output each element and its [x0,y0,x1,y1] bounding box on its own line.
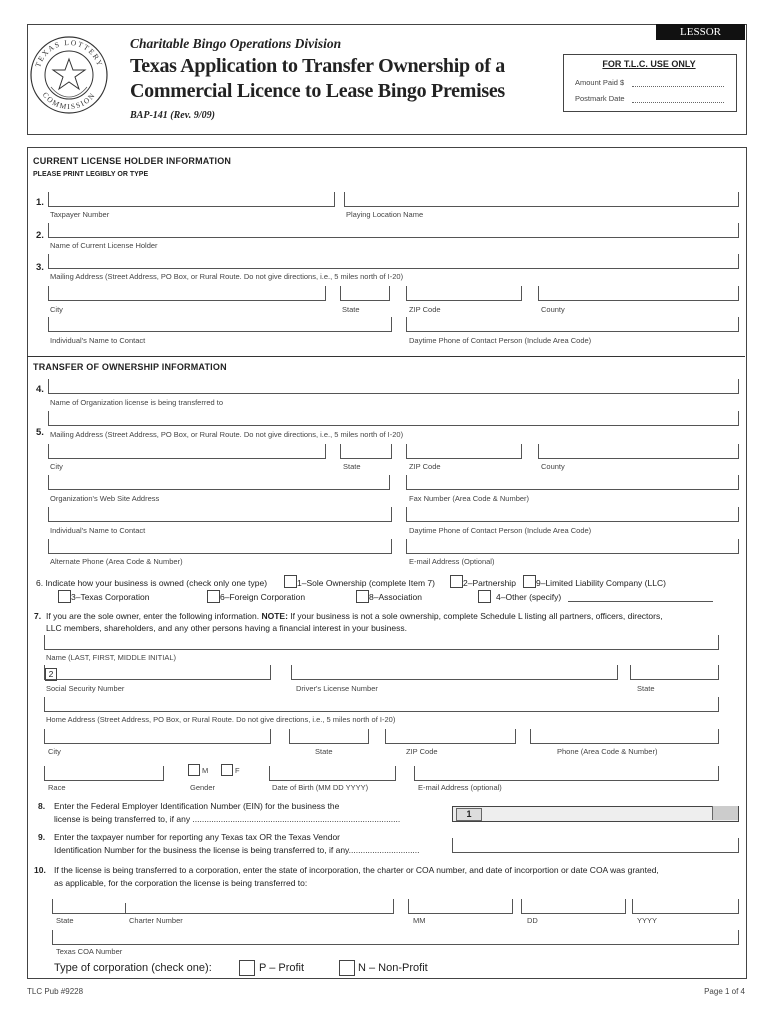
ssn-label: Social Security Number [46,684,125,693]
drivers-license-label: Driver's License Number [296,684,378,693]
owner-city-field[interactable] [44,729,271,744]
sole-ownership-label: 1–Sole Ownership (complete Item 7) [297,578,435,588]
holder-phone-field[interactable] [406,317,739,332]
section-divider [27,356,745,357]
gender-male-label: M [202,766,209,775]
q7-number: 7. [34,611,42,621]
q8-text-a: Enter the Federal Employer Identification Number (EIN) for the business the [54,801,340,811]
owner-phone-label: Phone (Area Code & Number) [557,747,658,756]
postmark-date-label: Postmark Date [575,94,625,103]
home-address-field[interactable] [44,697,719,712]
org-county-label: County [541,462,565,471]
partnership-checkbox[interactable] [450,575,463,588]
nonprofit-checkbox[interactable] [339,960,355,976]
other-specify-line[interactable] [568,601,713,602]
dl-state-field[interactable] [630,665,719,680]
incorporation-state-label: State [56,916,74,925]
amount-paid-line[interactable] [632,86,724,87]
nonprofit-label: N – Non-Profit [358,962,428,974]
drivers-license-field[interactable] [291,665,618,680]
other-label: 4–Other (specify) [496,592,562,602]
item-1-number: 1. [36,197,44,208]
q9-number: 9. [38,832,46,842]
coa-number-label: Texas COA Number [56,947,123,956]
corp-type-label: Type of corporation (check one): [54,962,212,974]
org-phone-label: Daytime Phone of Contact Person (Include Area Code) [409,526,592,535]
org-contact-field[interactable] [48,507,392,522]
sole-ownership-checkbox[interactable] [284,575,297,588]
gender-label: Gender [190,783,216,792]
inc-day-label: DD [527,916,538,925]
association-label: 8–Association [369,592,422,602]
gender-female-checkbox[interactable] [221,764,233,776]
inc-month-field[interactable] [408,899,513,914]
taxpayer-number-label: Taxpayer Number [50,210,110,219]
race-label: Race [48,783,66,792]
taxpayer-vendor-field[interactable] [452,838,739,853]
ein-prefix-box: 1 [456,808,482,821]
org-state-field[interactable] [340,444,392,459]
texas-corporation-checkbox[interactable] [58,590,71,603]
profit-label: P – Profit [259,962,305,974]
item-4-number: 4. [36,384,44,395]
owner-zip-field[interactable] [385,729,516,744]
ssn-field[interactable] [44,665,271,680]
incorporation-state-field[interactable] [52,899,394,914]
q8-text-b: license is being transferred to, if any ........................................................................................ [54,814,401,824]
partnership-label: 2–Partnership [463,578,516,588]
section-transfer-title: TRANSFER OF OWNERSHIP INFORMATION [33,362,227,372]
alt-phone-label: Alternate Phone (Area Code & Number) [50,557,183,566]
q9-text-b: Identification Number for the business the license is being transferred to, if any.............................. [54,845,420,855]
holder-city-label: City [50,305,63,314]
seal-top-text: TEXAS LOTTERY [33,37,105,69]
seal-bottom-text: COMMISSION [40,90,98,112]
footer-page: Page 1 of 4 [704,987,745,996]
org-website-field[interactable] [48,475,390,490]
org-website-label: Organization's Web Site Address [50,494,160,503]
tlc-use-title: FOR T.L.C. USE ONLY [602,59,696,69]
holder-contact-field[interactable] [48,317,392,332]
section-current-holder-title: CURRENT LICENSE HOLDER INFORMATION [33,156,232,166]
holder-state-label: State [342,305,360,314]
q10-text-b: as applicable, for the corporation the license is being transferred to: [54,878,308,888]
foreign-corporation-label: 6–Foreign Corporation [220,592,306,602]
q6-label: 6. Indicate how your business is owned (check only one type) [36,578,268,588]
division-name: Charitable Bingo Operations Division [130,36,342,51]
email-label: E-mail Address (Optional) [409,557,495,566]
org-contact-label: Individual's Name to Contact [50,526,146,535]
org-county-field[interactable] [538,444,739,459]
profit-checkbox[interactable] [239,960,255,976]
owner-name-label: Name (LAST, FIRST, MIDDLE INITIAL) [46,653,177,662]
form-title-line2: Commercial Licence to Lease Bingo Premises [130,80,505,102]
foreign-corporation-checkbox[interactable] [207,590,220,603]
owner-email-field[interactable] [414,766,719,781]
race-field[interactable] [44,766,164,781]
section-print-note: PLEASE PRINT LEGIBLY OR TYPE [33,171,149,178]
taxpayer-number-field[interactable] [48,192,335,207]
org-phone-field[interactable] [406,507,739,522]
holder-mailing-field[interactable] [48,254,739,269]
charter-number-label: Charter Number [129,916,183,925]
holder-city-field[interactable] [48,286,326,301]
owner-state-label: State [315,747,333,756]
ein-input[interactable] [452,806,739,822]
llc-checkbox[interactable] [523,575,536,588]
holder-phone-label: Daytime Phone of Contact Person (Include Area Code) [409,336,592,345]
owner-city-label: City [48,747,61,756]
ein-end-cell [712,806,738,820]
holder-zip-label: ZIP Code [409,305,441,314]
org-state-label: State [343,462,361,471]
org-fax-field[interactable] [406,475,739,490]
holder-state-field[interactable] [340,286,390,301]
q7-text-c: LLC members, shareholders, and any other persons having a financial interest in your business. [46,623,407,633]
association-checkbox[interactable] [356,590,369,603]
llc-label: 9–Limited Liability Company (LLC) [536,578,666,588]
inc-year-field[interactable] [632,899,739,914]
org-name-field[interactable] [48,379,739,394]
alt-phone-field[interactable] [48,539,392,554]
item-5-number: 5. [36,427,44,438]
inc-year-label: YYYY [637,916,658,925]
holder-contact-label: Individual's Name to Contact [50,336,146,345]
gender-male-checkbox[interactable] [188,764,200,776]
postmark-date-line[interactable] [632,102,724,103]
q10-number: 10. [34,865,46,875]
form-id: BAP-141 (Rev. 9/09) [130,110,215,121]
charter-divider [125,903,126,913]
coa-number-field[interactable] [52,930,739,945]
amount-paid-label: Amount Paid $ [575,78,625,87]
org-zip-label: ZIP Code [409,462,441,471]
lessor-tab: LESSOR [656,24,745,40]
org-mailing-field[interactable] [48,411,739,426]
texas-corporation-label: 3–Texas Corporation [71,592,150,602]
inc-day-field[interactable] [521,899,626,914]
holder-name-field[interactable] [48,223,739,238]
playing-location-field[interactable] [344,192,739,207]
dl-state-label: State [637,684,655,693]
owner-zip-label: ZIP Code [406,747,438,756]
org-city-label: City [50,462,63,471]
home-address-label: Home Address (Street Address, PO Box, or Rural Route. Do not give directions, i.e., 5 miles north of I-20) [46,715,396,724]
owner-email-label: E-mail Address (optional) [418,783,502,792]
q9-text-a: Enter the taxpayer number for reporting any Texas tax OR the Texas Vendor [54,832,341,842]
holder-county-field[interactable] [538,286,739,301]
q8-number: 8. [38,801,46,811]
gender-female-label: F [235,766,240,775]
org-mailing-label: Mailing Address (Street Address, PO Box, or Rural Route. Do not give directions, i.e., 5 miles north of I-20) [50,430,404,439]
ssn-prefix-box: 2 [45,668,57,681]
item-3-number: 3. [36,262,44,273]
dob-label: Date of Birth (MM DD YYYY) [272,783,369,792]
holder-county-label: County [541,305,565,314]
dob-field[interactable] [269,766,396,781]
q7-text-a [46,611,663,621]
owner-state-field[interactable] [289,729,369,744]
item-2-number: 2. [36,230,44,241]
org-zip-field[interactable] [406,444,522,459]
texas-lottery-seal [29,35,109,115]
org-fax-label: Fax Number (Area Code & Number) [409,494,530,503]
q10-text-a: If the license is being transferred to a corporation, enter the state of incorporation, the charter or COA number, and date of incorportion or date COA was granted, [54,865,659,875]
holder-mailing-label: Mailing Address (Street Address, PO Box, or Rural Route. Do not give directions, i.e., 5 miles north of I-20) [50,272,404,281]
holder-zip-field[interactable] [406,286,522,301]
holder-name-label: Name of Current License Holder [50,241,158,250]
q7-note-text: If your business is not a sole ownership, complete Schedule L listing all partners, officers, directors, [290,611,663,621]
owner-name-field[interactable] [44,635,719,650]
svg-text:TEXAS LOTTERY [33,38,105,68]
inc-month-label: MM [413,916,426,925]
footer-pub: TLC Pub #9228 [27,987,84,996]
org-city-field[interactable] [48,444,326,459]
form-title-line1: Texas Application to Transfer Ownership of a [130,55,505,77]
owner-phone-field[interactable] [530,729,719,744]
email-field[interactable] [406,539,739,554]
q7-note: NOTE: [261,611,288,621]
playing-location-label: Playing Location Name [346,210,424,219]
other-checkbox[interactable] [478,590,491,603]
org-name-label: Name of Organization license is being transferred to [50,398,224,407]
q7-intro: If you are the sole owner, enter the following information. [46,611,260,621]
